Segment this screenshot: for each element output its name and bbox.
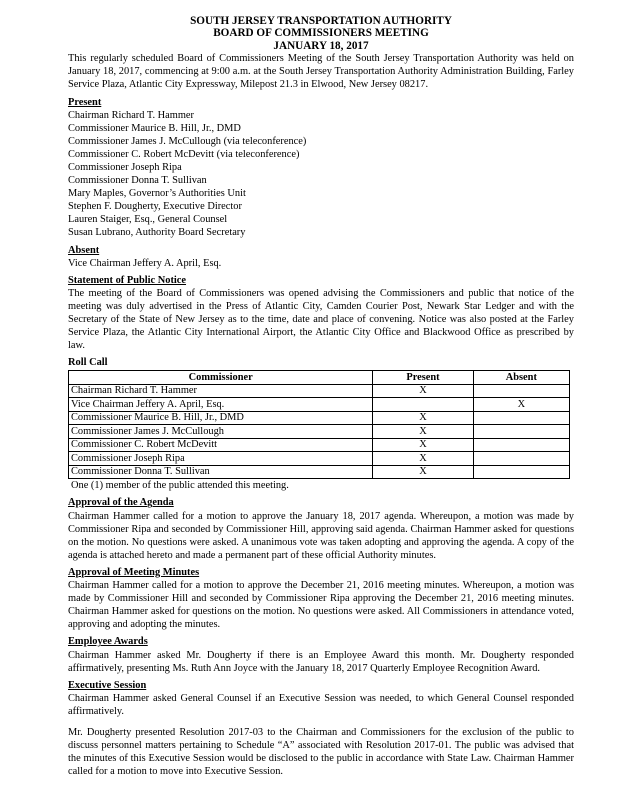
agenda-paragraph: Chairman Hammer called for a motion to approve the January 18, 2017 agenda. Whereupon, a motion was made by Commissioner Ripa and seconded by Commissioner Hill, approving said agenda. Chairman Hammer asked for questions on the motion. No questions were asked. A unanimous vote was taken adopting and approving the agenda. A copy of the agenda is attached hereto and made a permanent part of these official Authority minutes. xyxy=(68,510,574,561)
public-notice-paragraph: The meeting of the Board of Commissioners was opened advising the Commissioners and public that notice of the meeting was duly advertised in the Press of Atlantic City, Camden Courier Post, Newark Star Ledger and with the Secretary of the State of New Jersey as to the time, date and place of convening. Notice was also posted at the Farley Service Plaza, the Atlantic City International Airport, the Atlantic City Office and Blackwood Office as prescribed by law. xyxy=(68,287,574,352)
column-header-absent: Absent xyxy=(473,371,569,385)
absent-mark xyxy=(473,425,569,439)
commissioner-name: Commissioner C. Robert McDevitt xyxy=(69,438,373,452)
absent-mark xyxy=(473,465,569,479)
commissioner-name: Commissioner Joseph Ripa xyxy=(69,452,373,466)
executive-session-paragraph: Chairman Hammer asked General Counsel if an Executive Session was needed, to which General Counsel responded affirmatively. xyxy=(68,692,574,717)
absent-mark xyxy=(473,438,569,452)
table-row xyxy=(69,384,570,398)
present-item: Commissioner Joseph Ripa xyxy=(68,161,182,173)
present-list xyxy=(68,109,574,240)
document-title-date: JANUARY 18, 2017 xyxy=(273,39,369,52)
minutes-paragraph: Chairman Hammer called for a motion to approve the December 21, 2016 meeting minutes. Whereupon, a motion was made by Commissioner Hill and seconded by Commissioner Ripa approving the December 21, 2016 meeting minutes. Chairman Hammer asked for questions on the motion. No questions were asked. All Commissioners in attendance voted, approving and adopting the minutes. xyxy=(68,580,574,631)
commissioner-name: Chairman Richard T. Hammer xyxy=(69,384,373,398)
present-mark: X xyxy=(373,425,473,439)
present-item: Commissioner James J. McCullough (via teleconference) xyxy=(68,135,307,147)
awards-paragraph: Chairman Hammer asked Mr. Dougherty if there is an Employee Award this month. Mr. Dougherty responded affirmatively, presenting Ms. Ruth Ann Joyce with the January 18, 2017 Quarterly Employee Recognition Award. xyxy=(68,649,574,674)
roll-call-header-row xyxy=(69,371,570,385)
minutes-heading: Approval of Meeting Minutes xyxy=(68,566,200,578)
column-header-commissioner: Commissioner xyxy=(69,371,373,385)
present-item: Lauren Staiger, Esq., General Counsel xyxy=(68,214,228,226)
column-header-present: Present xyxy=(373,371,473,385)
absent-heading: Absent xyxy=(68,244,100,256)
roll-call-heading: Roll Call xyxy=(68,357,108,369)
present-item: Mary Maples, Governor’s Authorities Unit xyxy=(68,188,246,200)
present-mark: X xyxy=(373,438,473,452)
absent-mark xyxy=(473,411,569,425)
present-item: Commissioner Donna T. Sullivan xyxy=(68,175,207,187)
document-body xyxy=(68,15,574,778)
absent-list xyxy=(68,257,574,270)
present-heading: Present xyxy=(68,96,102,108)
absent-item: Vice Chairman Jeffery A. April, Esq. xyxy=(68,257,222,269)
table-row xyxy=(69,398,570,412)
present-item: Chairman Richard T. Hammer xyxy=(68,109,194,121)
executive-session-resolution-paragraph: Mr. Dougherty presented Resolution 2017-03 to the Chairman and Commissioners for the exclusion of the public to discuss personnel matters pertaining to Schedule “A” associated with Resolution 2017-01. The public was advised that the minutes of this Executive Session would be disclosed to the public in accordance with State Law. Chairman Hammer called for a motion to move into Executive Session. xyxy=(68,726,574,778)
table-row xyxy=(69,452,570,466)
present-item: Susan Lubrano, Authority Board Secretary xyxy=(68,227,246,239)
commissioner-name: Commissioner Maurice B. Hill, Jr., DMD xyxy=(69,411,373,425)
present-mark: X xyxy=(373,384,473,398)
intro-paragraph: This regularly scheduled Board of Commissioners Meeting of the South Jersey Transportation Authority was held on January 18, 2017, commencing at 9:00 a.m. at the South Jersey Transportation Authority Administration Building, Farley Service Plaza, Atlantic City Expressway, Milepost 21.3 in Elwood, New Jersey 08217. xyxy=(68,53,574,91)
public-attendance-note: One (1) member of the public attended this meeting. xyxy=(71,480,289,492)
present-item: Stephen F. Dougherty, Executive Director xyxy=(68,201,242,213)
present-mark: X xyxy=(373,465,473,479)
table-row xyxy=(69,425,570,439)
present-item: Commissioner Maurice B. Hill, Jr., DMD xyxy=(68,122,241,134)
absent-mark: X xyxy=(473,398,569,412)
present-mark: X xyxy=(373,411,473,425)
executive-session-heading: Executive Session xyxy=(68,679,147,691)
paragraph-spacer xyxy=(68,718,574,726)
table-row xyxy=(69,411,570,425)
present-mark: X xyxy=(373,452,473,466)
present-item: Commissioner C. Robert McDevitt (via teleconference) xyxy=(68,148,300,160)
public-notice-heading: Statement of Public Notice xyxy=(68,274,187,286)
absent-mark xyxy=(473,384,569,398)
commissioner-name: Commissioner James J. McCullough xyxy=(69,425,373,439)
document-title-meeting: BOARD OF COMMISSIONERS MEETING xyxy=(213,27,429,40)
present-mark xyxy=(373,398,473,412)
commissioner-name: Vice Chairman Jeffery A. April, Esq. xyxy=(69,398,373,412)
table-row xyxy=(69,438,570,452)
absent-mark xyxy=(473,452,569,466)
table-row xyxy=(69,465,570,479)
awards-heading: Employee Awards xyxy=(68,636,148,648)
commissioner-name: Commissioner Donna T. Sullivan xyxy=(69,465,373,479)
roll-call-table xyxy=(68,370,570,479)
agenda-heading: Approval of the Agenda xyxy=(68,497,174,509)
document-title-org: SOUTH JERSEY TRANSPORTATION AUTHORITY xyxy=(190,15,452,27)
